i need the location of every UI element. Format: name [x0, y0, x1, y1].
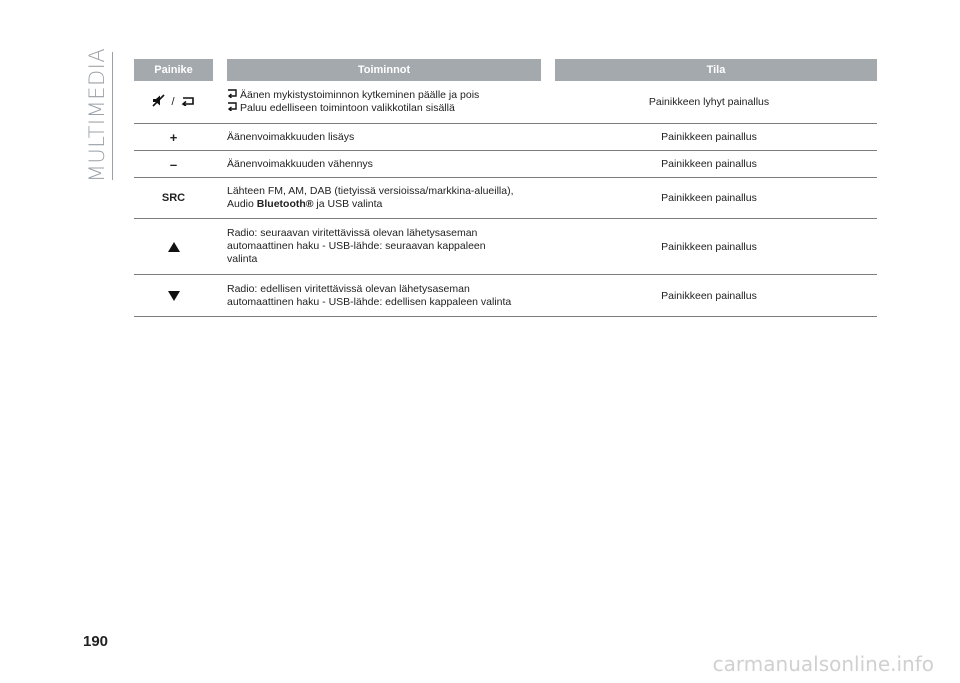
table-row [134, 178, 877, 219]
minus-button-label: – [169, 156, 178, 172]
bluetooth-term: Bluetooth® [256, 198, 314, 210]
function-cell [213, 185, 541, 211]
button-cell [134, 94, 213, 110]
function-cell [213, 283, 541, 309]
function-line: Äänen mykistystoiminnon kytkeminen päälle ja pois [240, 89, 480, 101]
icon-separator: / [171, 96, 175, 108]
section-title: MULTIMEDIA [85, 47, 109, 183]
section-divider [112, 52, 113, 180]
mute-icon [152, 94, 165, 110]
plus-button-label: + [169, 129, 178, 145]
back-icon [181, 96, 195, 109]
button-cell [134, 291, 213, 301]
header-button: Painike [134, 59, 213, 81]
table-row [134, 151, 877, 178]
state-cell: Painikkeen painallus [661, 131, 757, 143]
back-icon [227, 102, 237, 115]
state-cell: Painikkeen painallus [661, 192, 757, 204]
state-cell: Painikkeen lyhyt painallus [648, 96, 770, 108]
function-line: Audio Bluetooth® ja USB valinta [227, 198, 383, 210]
function-cell [213, 89, 541, 115]
function-line: Lähteen FM, AM, DAB (tietyissä versioissa/markkina-alueilla), [227, 185, 514, 197]
table-header [134, 59, 877, 81]
header-functions: Toiminnot [227, 59, 541, 81]
watermark: carmanualsonline.info [712, 652, 934, 676]
table-row [134, 81, 877, 124]
function-line: Radio: seuraavan viritettävissä olevan lähetysaseman [227, 227, 478, 239]
function-line: Radio: edellisen viritettävissä olevan lähetysaseman [227, 282, 470, 295]
state-cell: Painikkeen painallus [661, 158, 757, 170]
button-cell [134, 242, 213, 252]
table-row [134, 275, 877, 317]
table-row [134, 219, 877, 275]
table-row [134, 124, 877, 151]
back-icon [227, 89, 237, 102]
function-cell [213, 227, 541, 266]
arrow-up-icon [168, 242, 180, 252]
state-cell: Painikkeen painallus [661, 289, 757, 302]
page-number: 190 [83, 633, 109, 650]
function-cell: Äänenvoimakkuuden vähennys [227, 157, 373, 170]
function-line: valinta [227, 253, 258, 265]
function-line: automaattinen haku - USB-lähde: seuraavan kappaleen [227, 240, 486, 252]
src-button-label: SRC [161, 192, 186, 204]
header-state: Tila [555, 59, 877, 81]
function-cell: Äänenvoimakkuuden lisäys [227, 130, 355, 143]
state-cell: Painikkeen painallus [661, 240, 757, 253]
arrow-down-icon [168, 291, 180, 301]
controls-table [134, 59, 877, 317]
function-line: automaattinen haku - USB-lähde: edellisen kappaleen valinta [227, 295, 512, 308]
function-line: Paluu edelliseen toimintoon valikkotilan sisällä [240, 102, 455, 114]
